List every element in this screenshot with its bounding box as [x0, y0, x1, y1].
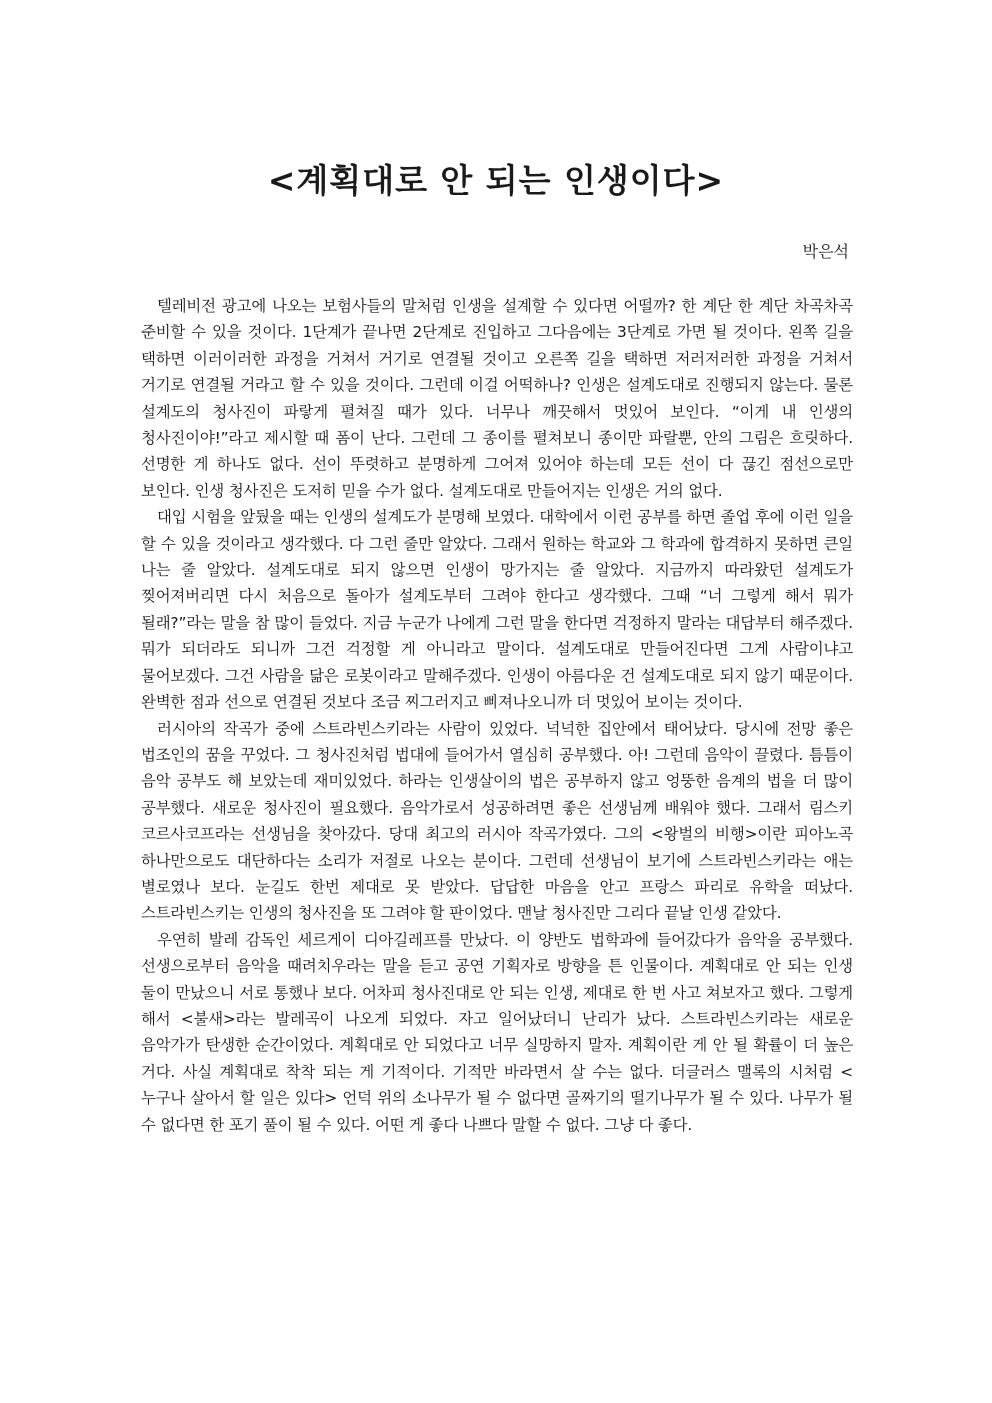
paragraph: 우연히 발레 감독인 세르게이 디아길레프를 만났다. 이 양반도 법학과에 들어갔다가 음악을 공부했다. 선생으로부터 음악을 때려치우라는 말을 듣고 공연 기획자로 방향을 튼 인물이다. 계획대로 안 되는 인생 둘이 만났으니 서로 통했나 보다. 어차피 청사진대로 안 되는 인생, 제대로 한 번 사고 쳐보자고 했다. 그렇게 해서 <불새>라는 발레곡이 나오게 되었다. 자고 일어났더니 난리가 났다. 스트라빈스키라는 새로운 음악가가 탄생한 순간이었다. 계획대로 안 되었다고 너무 실망하지 말자. 계획이란 게 안 될 확률이 더 높은 거다. 사실 계획대로 착착 되는 게 기적이다. 기적만 바라면서 살 수는 없다. 더글러스 맬록의 시처럼 <누구나 살아서 할 일은 있다> 언덕 위의 소나무가 될 수 없다면 골짜기의 떨기나무가 될 수 있다. 나무가 될 수 없다면 한 포기 풀이 될 수 있다. 어떤 게 좋다 나쁘다 말할 수 없다. 그냥 다 좋다. — [141, 930, 853, 1134]
paragraph: 텔레비전 광고에 나오는 보험사들의 말처럼 인생을 설계할 수 있다면 어떨까? 한 계단 한 계단 차곡차곡 준비할 수 있을 것이다. 1단계가 끝나면 2단계로 진입하고 그다음에는 3단계로 가면 될 것이다. 왼쪽 길을 택하면 이러이러한 과정을 거쳐서 거기로 연결될 것이고 오른쪽 길을 택하면 저러저러한 과정을 거쳐서 거기로 연결될 거라고 할 수 있을 것이다. 그런데 이걸 어떡하나? 인생은 설계도대로 진행되지 않는다. 물론 설계도의 청사진이 파랗게 펼쳐질 때가 있다. 너무나 깨끗해서 멋있어 보인다. “이게 내 인생의 청사진이야!”라고 제시할 때 폼이 난다. 그런데 그 종이를 펼쳐보니 종이만 파랄뿐, 안의 그림은 흐릿하다. 선명한 게 하나도 없다. 선이 뚜렷하고 분명하게 그어져 있어야 하는데 모든 선이 다 끊긴 점선으로만 보인다. 인생 청사진은 도저히 믿을 수가 없다. 설계도대로 만들어지는 인생은 거의 없다. — [141, 297, 853, 500]
paragraph: 대입 시험을 앞뒀을 때는 인생의 설계도가 분명해 보였다. 대학에서 이런 공부를 하면 졸업 후에 이런 일을 할 수 있을 것이라고 생각했다. 다 그런 줄만 알았다. 그래서 원하는 학교와 그 학과에 합격하지 못하면 큰일 나는 줄 알았다. 설계도대로 되지 않으면 인생이 망가지는 줄 알았다. 지금까지 따라왔던 설계도가 찢어져버리면 다시 처음으로 돌아가 설계도부터 그려야 한다고 생각했다. 그때 “너 그렇게 해서 뭐가 될래?”라는 말을 참 많이 들었다. 지금 누군가 나에게 그런 말을 한다면 걱정하지 말라는 대답부터 해주겠다. 뭐가 되더라도 되니까 그건 걱정할 게 아니라고 말이다. 설계도대로 만들어진다면 그게 사람이냐고 물어보겠다. 그건 사람을 닮은 로봇이라고 말해주겠다. 인생이 아름다운 건 설계도대로 되지 않기 때문이다. 완벽한 점과 선으로 연결된 것보다 조금 찌그러지고 삐져나오니까 더 멋있어 보이는 것이다. — [141, 508, 853, 712]
paragraph: 러시아의 작곡가 중에 스트라빈스키라는 사람이 있었다. 넉넉한 집안에서 태어났다. 당시에 전망 좋은 법조인의 꿈을 꾸었다. 그 청사진처럼 법대에 들어가서 열심히 공부했다. 아! 그런데 음악이 끌렸다. 틈틈이 음악 공부도 해 보았는데 재미있었다. 하라는 인생살이의 법은 공부하지 않고 엉뚱한 음계의 법을 더 많이 공부했다. 새로운 청사진이 필요했다. 음악가로서 성공하려면 좋은 선생님께 배워야 했다. 그래서 림스키 코르사코프라는 선생님을 찾아갔다. 당대 최고의 러시아 작곡가였다. 그의 <왕벌의 비행>이란 피아노곡 하나만으로도 대단하다는 소리가 저절로 나오는 분이다. 그런데 선생님이 보기에 스트라빈스키라는 애는 별로였나 보다. 눈길도 한번 제대로 못 받았다. 답답한 마음을 안고 프랑스 파리로 유학을 떠났다. 스트라빈스키는 인생의 청사진을 또 그려야 할 판이었다. 맨날 청사진만 그리다 끝날 인생 같았다. — [141, 719, 853, 923]
page-title: <계획대로 안 되는 인생이다> — [267, 161, 725, 200]
article-body — [141, 293, 853, 1138]
author-name: 박은석 — [802, 242, 849, 261]
